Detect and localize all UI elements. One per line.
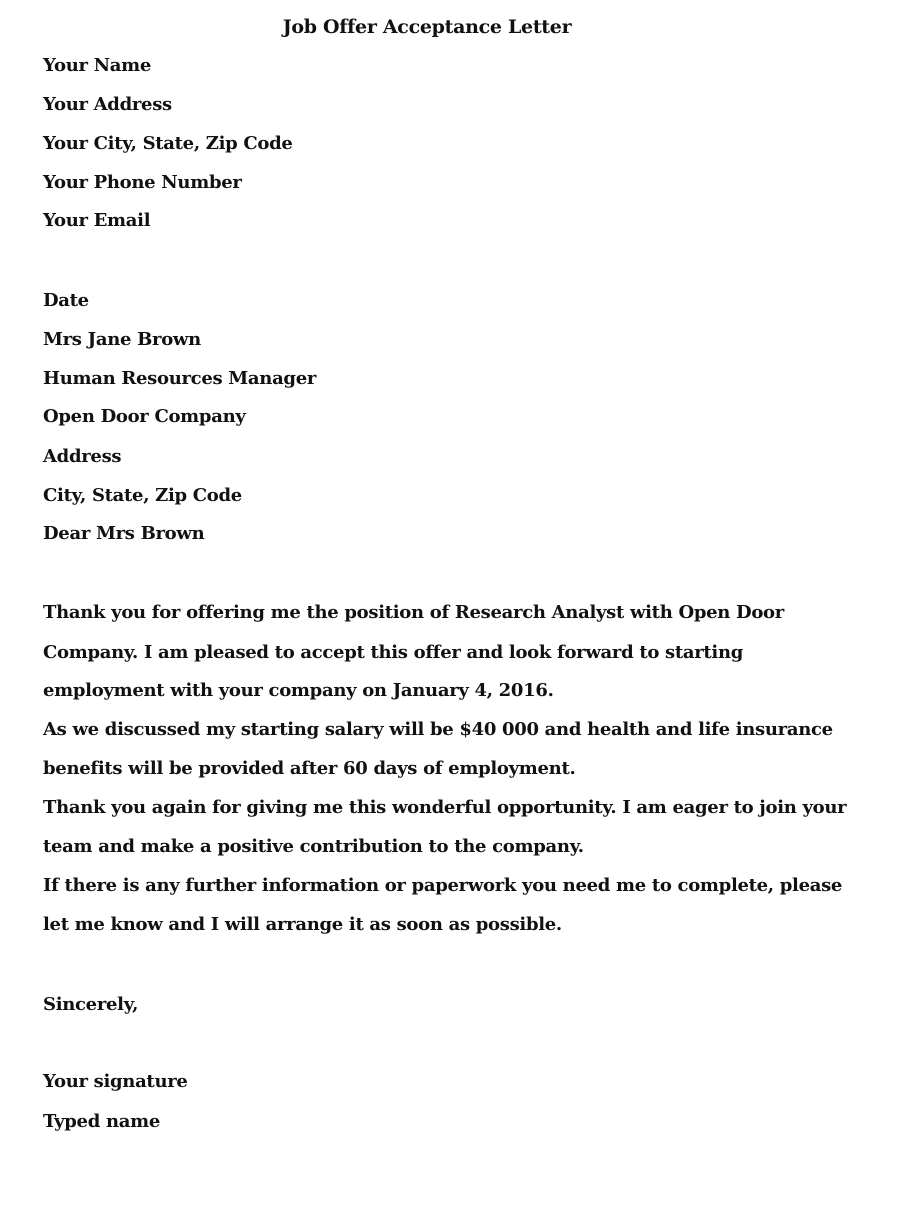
- closing: Sincerely,: [43, 994, 139, 1015]
- sender-phone: Your Phone Number: [43, 172, 242, 193]
- signature-label: Your signature: [43, 1071, 188, 1092]
- salutation: Dear Mrs Brown: [43, 523, 205, 544]
- body-line: team and make a positive contribution to the company.: [43, 836, 584, 857]
- body-line: Company. I am pleased to accept this offer and look forward to starting: [43, 642, 744, 663]
- letter-date: Date: [43, 290, 89, 311]
- sender-email: Your Email: [43, 210, 151, 231]
- recipient-name: Mrs Jane Brown: [43, 329, 201, 350]
- document-title: Job Offer Acceptance Letter: [282, 16, 572, 38]
- body-line: As we discussed my starting salary will be $40 000 and health and life insurance: [43, 719, 833, 740]
- sender-address: Your Address: [43, 94, 172, 115]
- recipient-address: Address: [43, 446, 122, 467]
- body-line: Thank you again for giving me this wonderful opportunity. I am eager to join your: [43, 797, 847, 818]
- body-line: let me know and I will arrange it as soon as possible.: [43, 914, 562, 935]
- sender-city-state-zip: Your City, State, Zip Code: [43, 133, 293, 154]
- sender-name: Your Name: [43, 55, 152, 76]
- recipient-title: Human Resources Manager: [43, 368, 317, 389]
- body-line: employment with your company on January 4, 2016.: [43, 680, 554, 701]
- recipient-company: Open Door Company: [43, 406, 246, 427]
- recipient-city-state-zip: City, State, Zip Code: [43, 485, 242, 506]
- body-line: If there is any further information or paperwork you need me to complete, please: [43, 875, 843, 896]
- typed-name: Typed name: [43, 1111, 161, 1132]
- body-line: benefits will be provided after 60 days of employment.: [43, 758, 576, 779]
- body-line: Thank you for offering me the position of Research Analyst with Open Door: [43, 602, 784, 623]
